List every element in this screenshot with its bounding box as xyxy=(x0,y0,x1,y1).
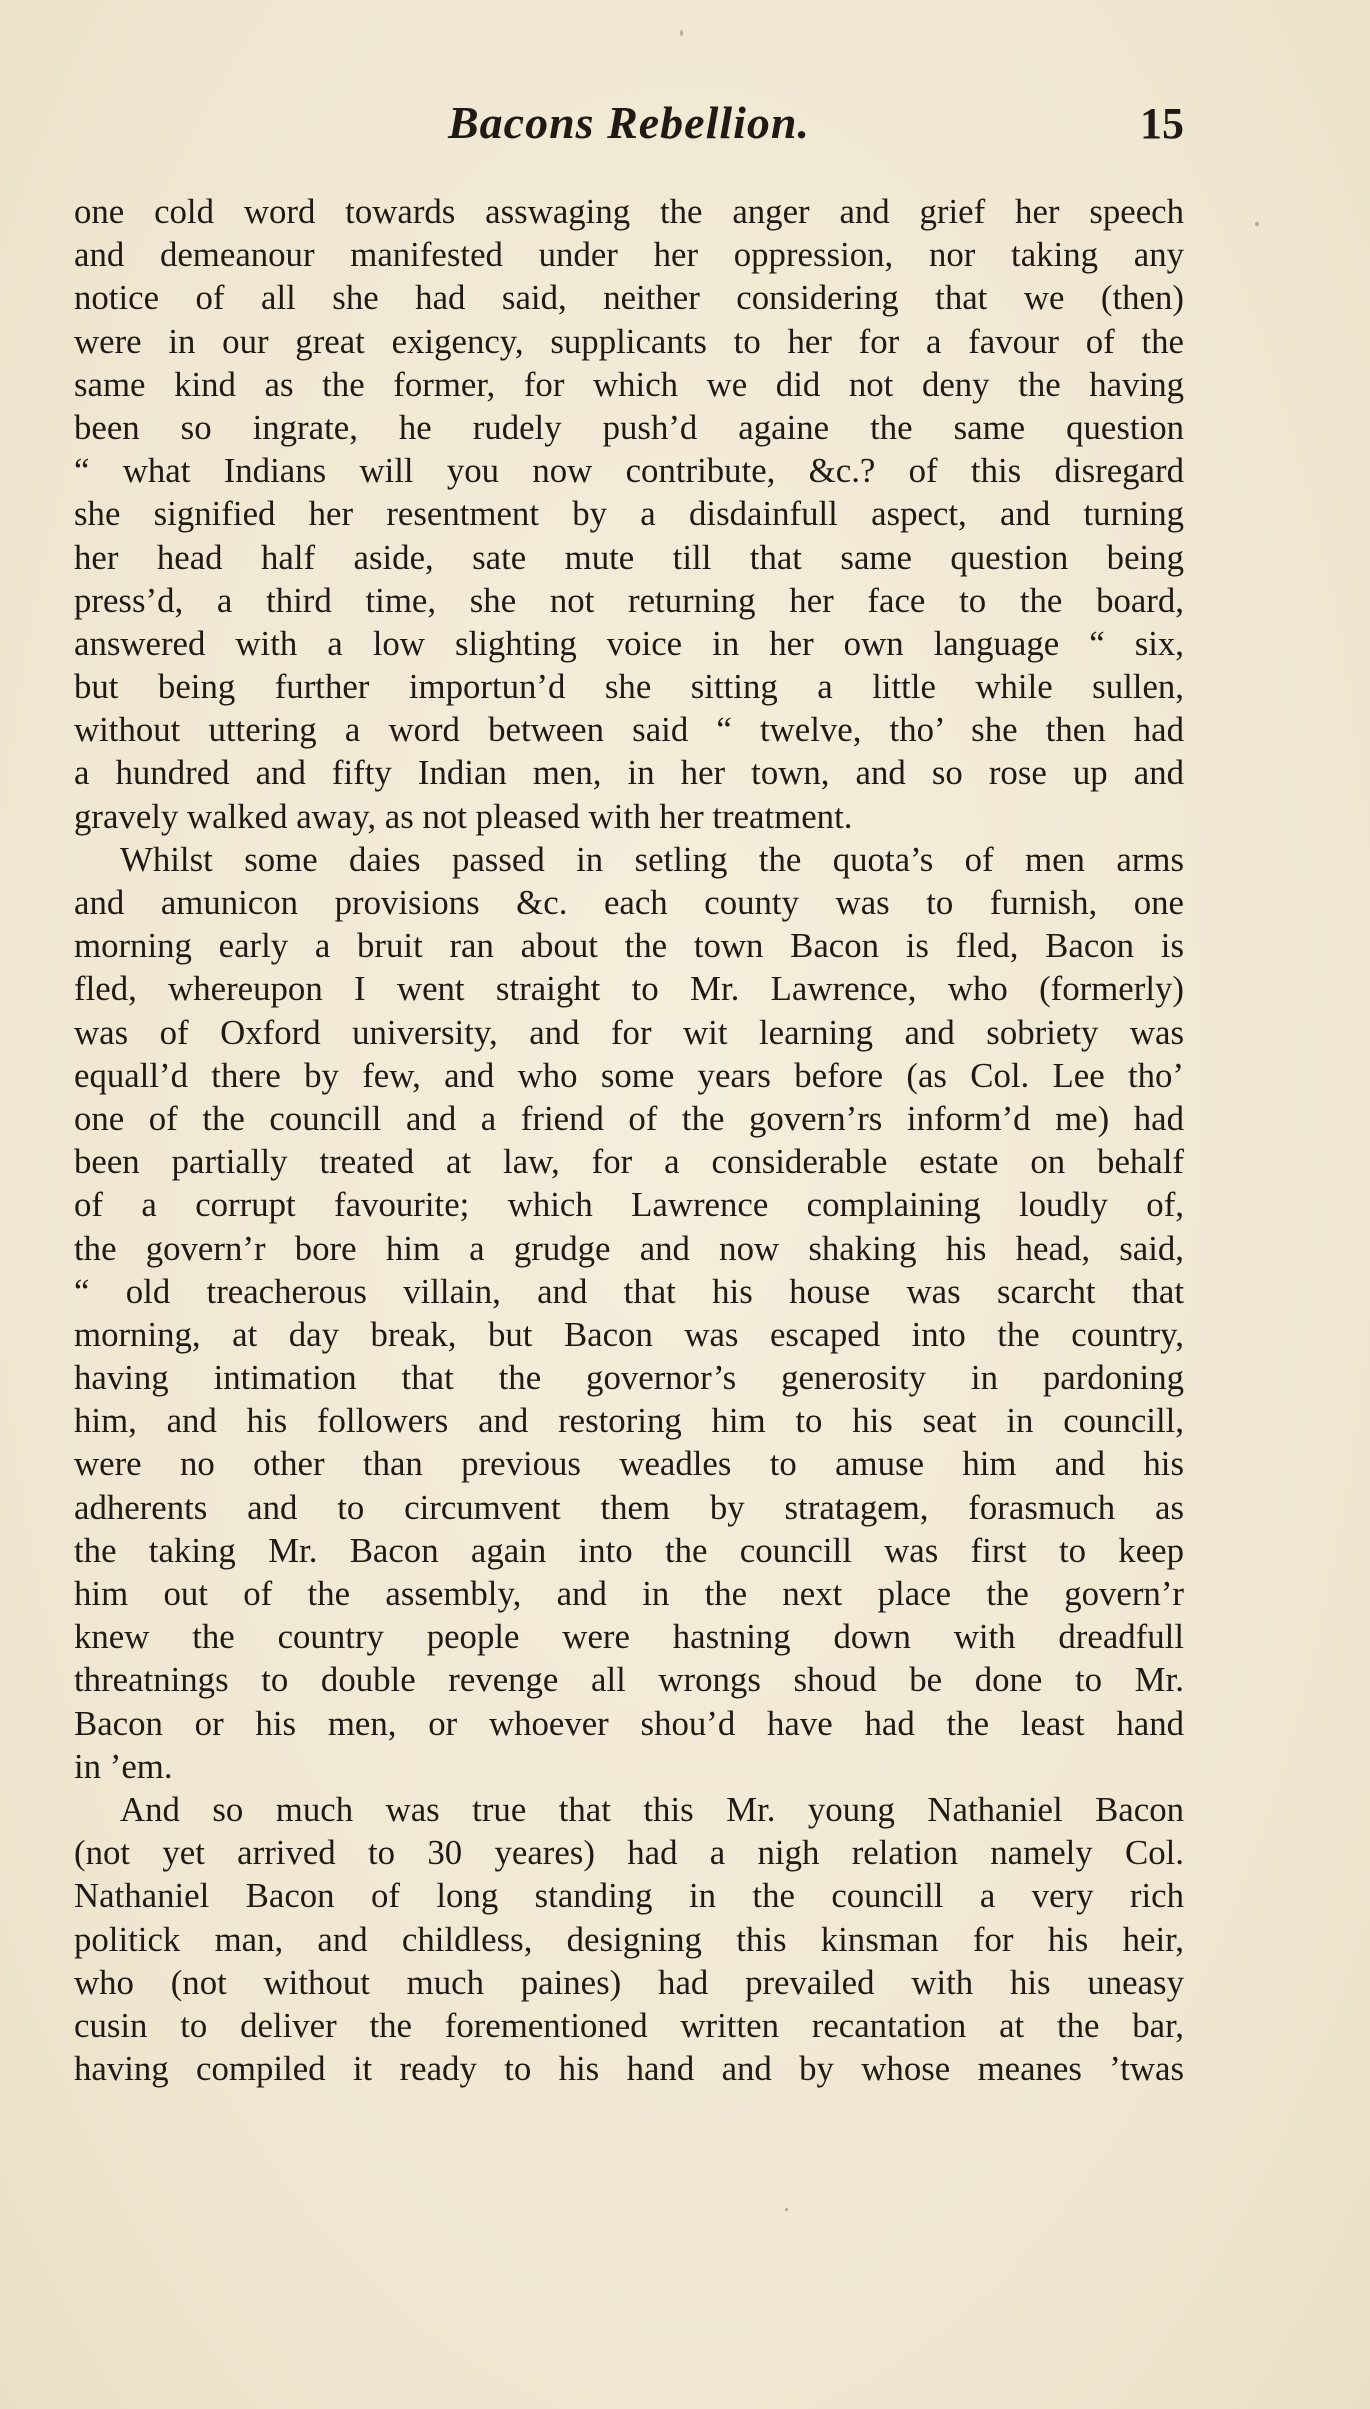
paragraph-last-line: in ’em. xyxy=(74,1746,173,1786)
text-line: been so ingrate, he rudely push’d againe the same question xyxy=(74,407,1184,447)
text-line: answered with a low slighting voice in her own language “ six, xyxy=(74,623,1184,663)
text-line: and demeanour manifested under her oppression, nor taking any xyxy=(74,235,1184,275)
text-line: her head half aside, sate mute till that same question being xyxy=(74,537,1184,577)
text-line: Nathaniel Bacon of long standing in the councill a very rich xyxy=(74,1876,1184,1916)
text-line: who (not without much paines) had prevailed with his uneasy xyxy=(74,1962,1184,2002)
text-line: and amunicon provisions &c. each county was to furnish, one xyxy=(74,883,1184,922)
text-line: press’d, a third time, she not returning her face to the board, xyxy=(74,580,1184,620)
body-text xyxy=(74,190,1184,2090)
text-line: fled, whereupon I went straight to Mr. Lawrence, who (formerly) xyxy=(74,969,1184,1009)
text-line: Bacon or his men, or whoever shou’d have had the least hand xyxy=(74,1703,1184,1743)
text-line: notice of all she had said, neither considering that we (then) xyxy=(74,278,1184,318)
text-line: knew the country people were hastning down with dreadfull xyxy=(74,1617,1184,1657)
paper-speck xyxy=(1255,222,1259,226)
text-line: of a corrupt favourite; which Lawrence complaining loudly of, xyxy=(74,1185,1184,1225)
paper-speck xyxy=(785,2208,788,2211)
paragraph-first-line: Whilst some daies passed in setling the quota’s of men arms xyxy=(120,839,1184,879)
text-line: having intimation that the governor’s generosity in pardoning xyxy=(74,1358,1184,1398)
text-line: morning, at day break, but Bacon was escaped into the country, xyxy=(74,1314,1184,1354)
text-line: was of Oxford university, and for wit learning and sobriety was xyxy=(74,1012,1184,1052)
text-line: one of the councill and a friend of the govern’rs inform’d me) had xyxy=(74,1098,1184,1138)
text-line: him, and his followers and restoring him to his seat in councill, xyxy=(74,1401,1184,1441)
text-line: equall’d there by few, and who some years before (as Col. Lee tho’ xyxy=(74,1055,1184,1095)
text-line: “ old treacherous villain, and that his house was scarcht that xyxy=(74,1271,1184,1311)
text-line: (not yet arrived to 30 yeares) had a nigh relation namely Col. xyxy=(74,1833,1184,1873)
paragraph-last-line: gravely walked away, as not pleased with her treatment. xyxy=(74,796,853,836)
text-line: without uttering a word between said “ twelve, tho’ she then had xyxy=(74,710,1184,750)
text-line: she signified her resentment by a disdainfull aspect, and turning xyxy=(74,494,1184,534)
text-line: threatnings to double revenge all wrongs shoud be done to Mr. xyxy=(74,1660,1184,1700)
text-line: were in our great exigency, supplicants to her for a favour of the xyxy=(74,321,1184,361)
text-line: the govern’r bore him a grudge and now shaking his head, said, xyxy=(74,1228,1184,1268)
text-line: him out of the assembly, and in the next place the govern’r xyxy=(74,1574,1184,1613)
text-line: been partially treated at law, for a considerable estate on behalf xyxy=(74,1142,1184,1182)
text-line: were no other than previous weadles to amuse him and his xyxy=(74,1444,1184,1484)
text-line: cusin to deliver the forementioned written recantation at the bar, xyxy=(74,2005,1184,2045)
text-line: a hundred and fifty Indian men, in her town, and so rose up and xyxy=(74,753,1184,793)
paragraph-first-line: And so much was true that this Mr. young Nathaniel Bacon xyxy=(120,1789,1184,1829)
text-line: but being further importun’d she sitting a little while sullen, xyxy=(74,667,1184,707)
text-line: same kind as the former, for which we did not deny the having xyxy=(74,364,1184,404)
text-line: politick man, and childless, designing this kinsman for his heir, xyxy=(74,1919,1184,1959)
text-line: the taking Mr. Bacon again into the councill was first to keep xyxy=(74,1530,1184,1570)
text-line: “ what Indians will you now contribute, &c.? of this disregard xyxy=(74,451,1184,491)
running-head xyxy=(74,96,1184,166)
text-line: one cold word towards asswaging the anger and grief her speech xyxy=(74,192,1184,231)
running-title: Bacons Rebellion. xyxy=(447,97,811,148)
paper-speck xyxy=(680,30,683,36)
text-line: adherents and to circumvent them by stratagem, forasmuch as xyxy=(74,1487,1184,1527)
text-line: having compiled it ready to his hand and by whose meanes ’twas xyxy=(74,2049,1184,2089)
text-line: morning early a bruit ran about the town Bacon is fled, Bacon is xyxy=(74,926,1184,966)
page-number: 15 xyxy=(1140,99,1184,148)
